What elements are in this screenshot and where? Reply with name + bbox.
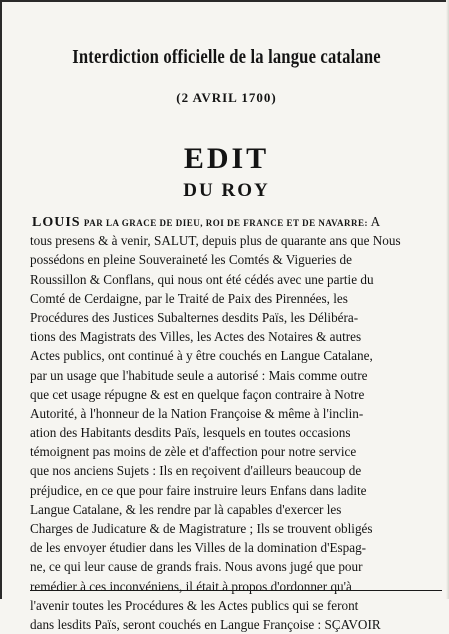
edict-line: ne, ce qui leur cause de grands frais. Nous avons jugé que pour <box>30 559 363 575</box>
edict-line: Langue Catalane, & les rendre par là capables d'exercer les <box>30 501 342 517</box>
edict-line-first <box>30 212 444 231</box>
edict-line: de les envoyer étudier dans les Villes de la domination d'Espag- <box>30 540 367 556</box>
edict-line: par un usage que l'habitude seule a autorisé : Mais comme outre <box>30 367 368 383</box>
edict-line: tous presens & à venir, SALUT, depuis plus de quarante ans que Nous <box>30 233 401 249</box>
edict-line: l'avenir toutes les Procédures & les Actes publics qui se feront <box>30 597 359 613</box>
edict-lead-word: LOUIS <box>32 215 81 230</box>
edict-line: préjudice, en ce que pour faire instruire leurs Enfans dans ladite <box>30 482 367 498</box>
edict-line: Charges de Judicature & de Magistrature ; Ils se trouvent obligés <box>30 521 373 536</box>
document-title: Interdiction officielle de la langue catalane <box>72 46 381 68</box>
edict-first-line-rest: A <box>370 214 381 229</box>
edict-heading: EDIT <box>183 142 270 175</box>
edict-line: Actes publics, ont continué à y être couchés en Langue Catalane, <box>30 348 373 364</box>
edict-line: Comté de Cerdaigne, par le Traité de Paix des Pirennées, les <box>30 290 348 306</box>
document-date: (2 AVRIL 1700) <box>176 90 277 105</box>
edict-line: tions des Magistrats des Villes, les Actes des Notaires & autres <box>30 329 362 345</box>
edict-royal-title: PAR LA GRACE DE DIEU, ROI DE FRANCE ET DE NAVARRE: <box>83 218 368 228</box>
edict-line: que nos anciens Sujets : Ils en reçoivent d'ailleurs beaucoup de <box>30 463 362 479</box>
edict-body <box>30 212 444 634</box>
edict-line: remédier à ces inconvéniens, il était à propos d'ordonner qu'à <box>30 578 352 594</box>
edict-line: Autorité, à l'honneur de la Nation Françoise & même à l'inclin- <box>30 405 364 421</box>
edict-line: Procédures des Justices Subalternes desdits Païs, les Délibéra- <box>30 309 359 325</box>
edict-line: Roussillon & Conflans, qui nous ont été cédés avec une partie du <box>30 271 374 287</box>
edict-line: ation des Habitants desdits Païs, lesquels en toutes occasions <box>30 425 351 441</box>
edict-line: dans lesdits Païs, seront couchés en Langue Françoise : SÇAVOIR <box>30 616 381 632</box>
edict-line: possédons en pleine Souveraineté les Comtés & Vigueries de <box>30 252 352 268</box>
edict-subheading: DU ROY <box>183 180 270 201</box>
edict-line: témoignent pas moins de zèle et d'affection pour notre service <box>30 444 357 460</box>
edict-line: que cet usage répugne & est en quelque façon contraire à Notre <box>30 386 365 402</box>
last-line-underline <box>30 590 442 592</box>
